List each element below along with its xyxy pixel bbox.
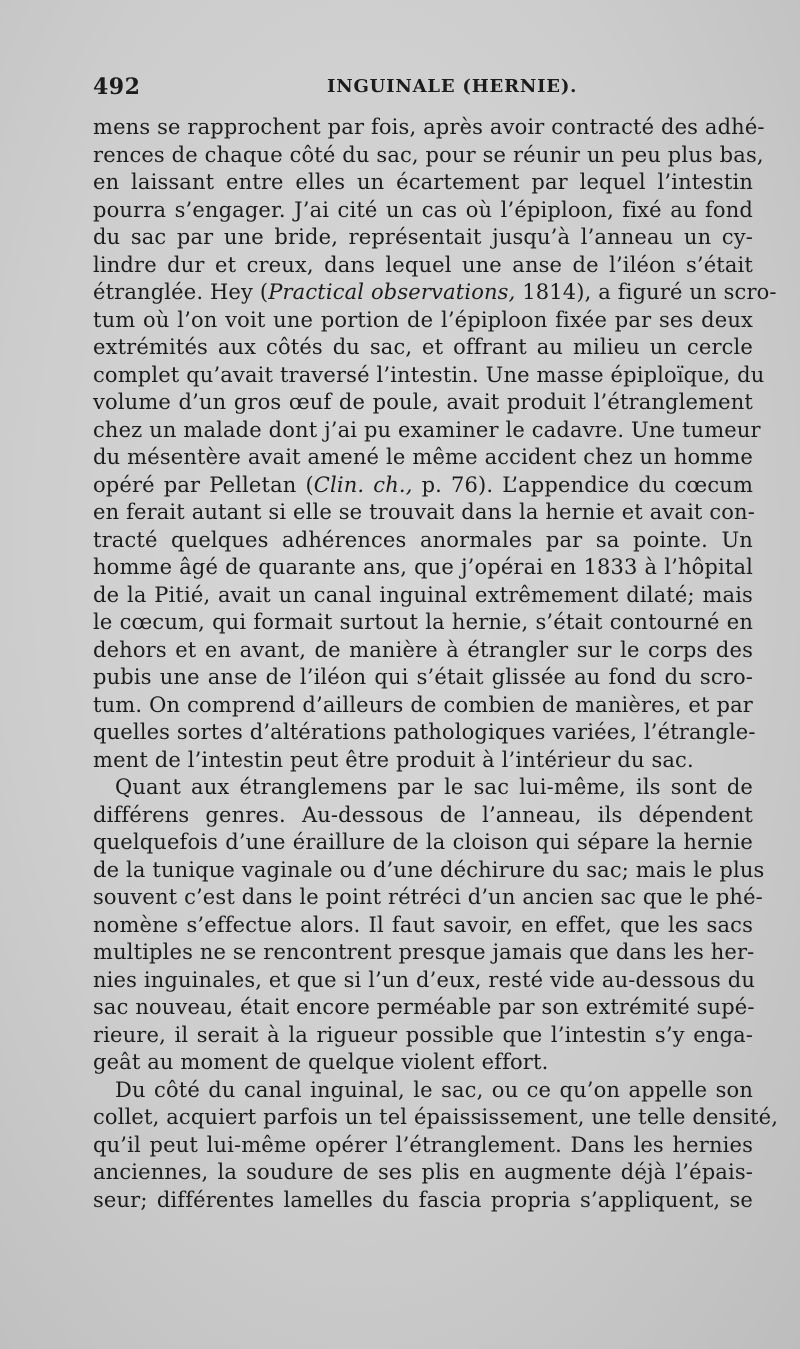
text-line: tum. On comprend d’ailleurs de combien de manières, et par bbox=[93, 692, 753, 717]
text-line: geât au moment de quelque violent effort. bbox=[93, 1050, 549, 1074]
text-line: pubis une anse de l’iléon qui s’était glissée au fond du scro- bbox=[93, 665, 753, 689]
text-line: quelquefois d’une éraillure de la cloison qui sépare la hernie bbox=[93, 830, 753, 854]
text-line: en ferait autant si elle se trouvait dans la hernie et avait con- bbox=[93, 500, 755, 524]
text-line: tracté quelques adhérences anormales par sa pointe. Un bbox=[93, 527, 753, 552]
text-line: Du côté du canal inguinal, le sac, ou ce qu’on appelle son bbox=[115, 1077, 753, 1102]
text-line: Quant aux étranglemens par le sac lui-même, ils sont de bbox=[115, 775, 753, 799]
text-line: lindre dur et creux, dans lequel une anse de l’iléon s’était bbox=[93, 252, 753, 277]
text-line bbox=[93, 279, 777, 307]
text-line: différens genres. Au-dessous de l’anneau, ils dépendent bbox=[93, 802, 753, 827]
text-line: extrémités aux côtés du sac, et offrant au milieu un cercle bbox=[93, 335, 753, 359]
text-line: rences de chaque côté du sac, pour se réunir un peu plus bas, bbox=[93, 142, 764, 167]
text-run: p. 76). L’appendice du cœcum bbox=[412, 472, 754, 497]
text-line bbox=[93, 472, 753, 500]
text-line: homme âgé de quarante ans, que j’opérai en 1833 à l’hôpital bbox=[93, 555, 753, 579]
citation-title: Practical observations, bbox=[268, 280, 516, 304]
text-run: opéré par Pelletan ( bbox=[93, 472, 314, 497]
text-line: en laissant entre elles un écartement par lequel l’intestin bbox=[93, 170, 753, 194]
text-line: collet, acquiert parfois un tel épaississement, une telle densité, bbox=[93, 1105, 779, 1129]
text-line: chez un malade dont j’ai pu examiner le cadavre. Une tumeur bbox=[93, 417, 761, 442]
text-line: dehors et en avant, de manière à étrangler sur le corps des bbox=[93, 637, 753, 662]
text-run: étranglée. Hey ( bbox=[93, 280, 269, 304]
citation-title: Clin. ch., bbox=[313, 472, 413, 497]
text-line: ment de l’intestin peut être produit à l’intérieur du sac. bbox=[93, 747, 694, 772]
text-line: complet qu’avait traversé l’intestin. Une masse épiploïque, du bbox=[93, 362, 765, 387]
text-line: anciennes, la soudure de ses plis en augmente déjà l’épais- bbox=[93, 1160, 753, 1184]
body-text bbox=[93, 114, 779, 1214]
text-line: tum où l’on voit une portion de l’épiploon fixée par ses deux bbox=[93, 307, 753, 332]
text-line: nomène s’effectue alors. Il faut savoir, en effet, que les sacs bbox=[93, 912, 753, 937]
text-line: du mésentère avait amené le même accident chez un homme bbox=[93, 445, 753, 469]
running-title: INGUINALE (HERNIE). bbox=[327, 76, 578, 97]
text-line: de la Pitié, avait un canal inguinal extrêmement dilaté; mais bbox=[93, 582, 753, 607]
text-line: rieure, il serait à la rigueur possible que l’intestin s’y enga- bbox=[93, 1022, 753, 1047]
page-header bbox=[93, 74, 753, 106]
text-line: de la tunique vaginale ou d’une déchirure du sac; mais le plus bbox=[93, 857, 765, 882]
page-number: 492 bbox=[93, 74, 141, 100]
text-line: seur; différentes lamelles du fascia propria s’appliquent, se bbox=[93, 1187, 753, 1212]
text-line: multiples ne se rencontrent presque jamais que dans les her- bbox=[93, 940, 755, 964]
text-line: nies inguinales, et que si l’un d’eux, resté vide au-dessous du bbox=[93, 967, 756, 992]
text-line: quelles sortes d’altérations pathologiques variées, l’étrangle- bbox=[93, 720, 756, 744]
text-line: du sac par une bride, représentait jusqu’à l’anneau un cy- bbox=[93, 225, 753, 249]
text-line: mens se rapprochent par fois, après avoir contracté des adhé- bbox=[93, 115, 765, 139]
text-line: pourra s’engager. J’ai cité un cas où l’épiploon, fixé au fond bbox=[93, 197, 753, 222]
text-line: souvent c’est dans le point rétréci d’un ancien sac que le phé- bbox=[93, 885, 763, 909]
text-line: sac nouveau, était encore perméable par son extrémité supé- bbox=[93, 995, 755, 1019]
text-line: volume d’un gros œuf de poule, avait produit l’étranglement bbox=[93, 390, 753, 414]
text-run: 1814), a figuré un scro- bbox=[515, 280, 777, 304]
text-line: le cœcum, qui formait surtout la hernie, s’était contourné en bbox=[93, 610, 753, 634]
text-line: qu’il peut lui-même opérer l’étranglement. Dans les hernies bbox=[93, 1132, 753, 1157]
